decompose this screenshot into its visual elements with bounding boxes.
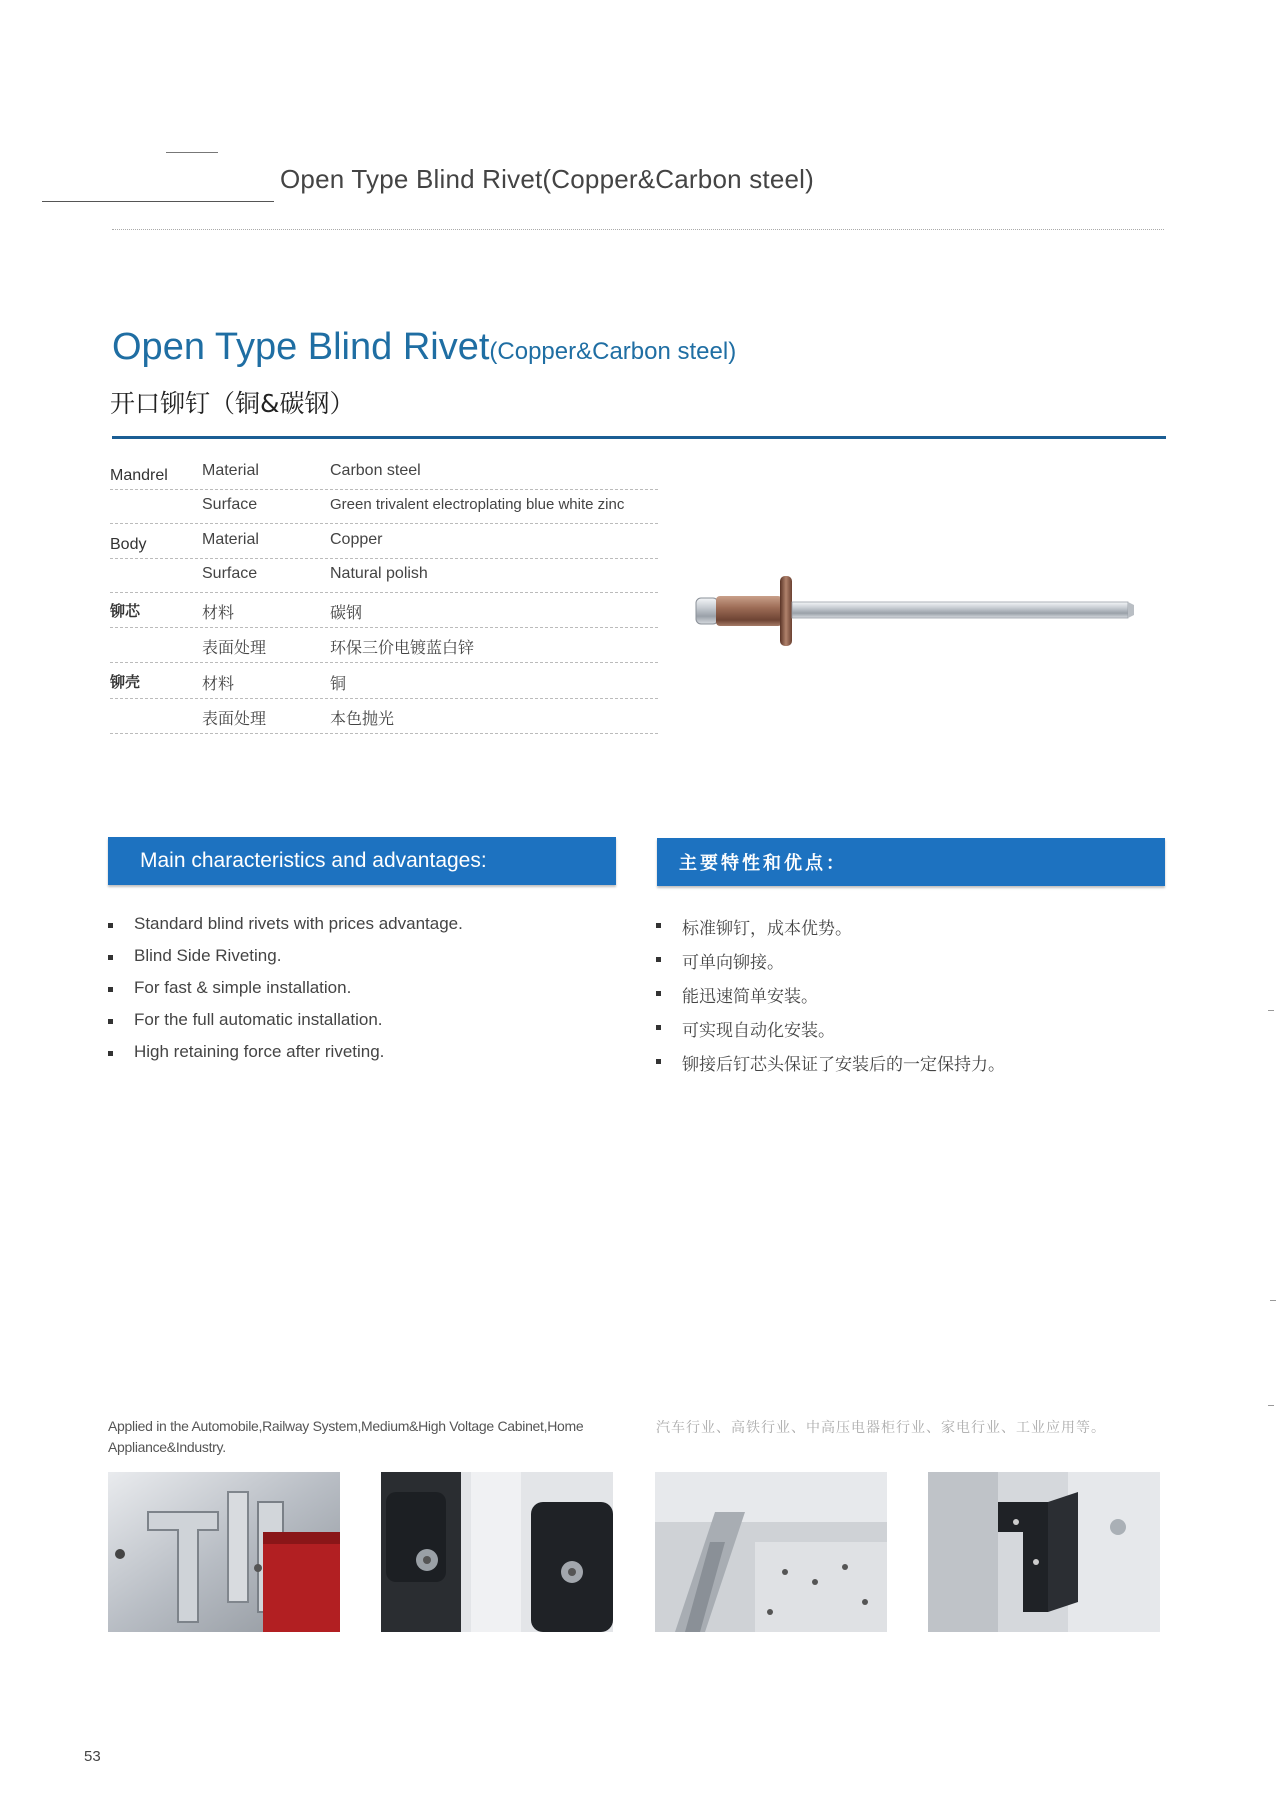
- spec-property: 材料: [202, 603, 235, 622]
- spec-value: 碳钢: [330, 603, 363, 622]
- spec-group: Body: [110, 536, 147, 553]
- characteristics-list-cn: [656, 914, 1005, 1084]
- spec-value: 铜: [330, 674, 347, 693]
- list-item: 能迅速简单安装。: [656, 982, 1005, 1016]
- spec-property: Surface: [202, 496, 258, 513]
- spec-value: Carbon steel: [330, 462, 421, 479]
- page-number: 53: [84, 1748, 101, 1765]
- list-item: 可单向铆接。: [656, 948, 1005, 982]
- characteristics-heading-en: Main characteristics and advantages:: [108, 837, 616, 885]
- spec-row: [110, 628, 658, 663]
- spec-value: Green trivalent electroplating blue white zinc: [330, 496, 625, 513]
- characteristics-list-en: [108, 914, 463, 1074]
- applications-text-en: Applied in the Automobile,Railway System,Medium&High Voltage Cabinet,Home Appliance&Industry.: [108, 1418, 584, 1455]
- list-item: 标准铆钉，成本优势。: [656, 914, 1005, 948]
- spec-value: 本色抛光: [330, 709, 395, 728]
- spec-property: Surface: [202, 565, 258, 582]
- header-decor-line: [42, 201, 274, 202]
- application-photo-railway: [381, 1472, 613, 1632]
- header-decor-line: [166, 152, 218, 153]
- spec-group: Mandrel: [110, 467, 168, 484]
- spec-property: 表面处理: [202, 709, 267, 728]
- list-item: 可实现自动化安装。: [656, 1016, 1005, 1050]
- spec-row: [110, 455, 658, 490]
- scan-speck: [1268, 1010, 1274, 1011]
- application-photo-appliance: [928, 1472, 1160, 1632]
- spec-property: 材料: [202, 674, 235, 693]
- spec-group: 铆壳: [110, 673, 141, 691]
- scan-speck: [1268, 1405, 1274, 1406]
- product-title-main: Open Type Blind Rivet: [112, 326, 490, 368]
- spec-row: [110, 558, 658, 593]
- spec-row: [110, 664, 658, 699]
- characteristics-heading-cn: 主要特性和优点：: [657, 838, 1165, 886]
- running-header-title: Open Type Blind Rivet(Copper&Carbon steel): [280, 164, 814, 194]
- spec-property: 表面处理: [202, 638, 267, 657]
- list-item: High retaining force after riveting.: [108, 1042, 463, 1074]
- list-item: Blind Side Riveting.: [108, 946, 463, 978]
- spec-row: [110, 699, 658, 734]
- spec-value: Copper: [330, 531, 383, 548]
- application-photo-automobile: [108, 1472, 340, 1632]
- list-item: For fast & simple installation.: [108, 978, 463, 1010]
- scan-speck: [1270, 1300, 1276, 1301]
- spec-property: Material: [202, 462, 259, 479]
- product-title: [112, 326, 736, 369]
- list-item: 铆接后钉芯头保证了安装后的一定保持力。: [656, 1050, 1005, 1084]
- spec-row: [110, 593, 658, 628]
- title-divider: [112, 436, 1166, 439]
- product-title-suffix: (Copper&Carbon steel): [489, 338, 737, 365]
- spec-group: 铆芯: [110, 602, 141, 620]
- product-title-cn: 开口铆钉（铜&碳钢）: [110, 389, 355, 418]
- list-item: Standard blind rivets with prices advantage.: [108, 914, 463, 946]
- spec-row: [110, 489, 658, 524]
- header-divider: [112, 229, 1164, 230]
- spec-value: 环保三价电镀蓝白锌: [330, 638, 475, 657]
- spec-value: Natural polish: [330, 565, 428, 582]
- application-photo-cabinet: [655, 1472, 887, 1632]
- spec-row: [110, 524, 658, 559]
- rivet-image: [690, 572, 1135, 652]
- applications-text-cn: 汽车行业、高铁行业、中高压电器柜行业、家电行业、工业应用等。: [656, 1420, 1106, 1436]
- list-item: For the full automatic installation.: [108, 1010, 463, 1042]
- spec-property: Material: [202, 531, 259, 548]
